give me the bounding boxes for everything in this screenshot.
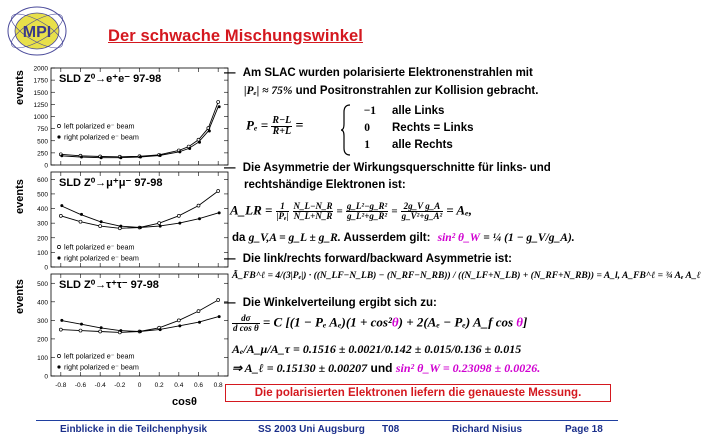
cases-brace [340,104,352,156]
marker-left-polarized [217,190,220,193]
x-tick-label: 0.6 [193,382,204,389]
bullet4-line1: Die Winkelverteilung ergibt sich zu: [242,297,437,309]
da-text: da [232,232,246,244]
y-tick-label: 200 [37,235,48,243]
marker-right-polarized [159,154,162,157]
marker-right-polarized [60,154,63,157]
pe-fraction-num: R−L [272,115,292,126]
marker-right-polarized [198,217,201,220]
result-line2-und: und [370,361,393,375]
marker-right-polarized [198,141,201,144]
marker-left-polarized [79,220,82,223]
legend-left-label: left polarized e⁻ beam [64,351,135,361]
x-tick-label: -0.4 [94,382,106,389]
marker-left-polarized [197,310,200,313]
x-tick-label: 0.4 [174,382,184,389]
alr-f3-den: g_L²+g_R² [347,211,388,221]
dsig-theta-1: θ [391,314,399,330]
panel-ee [34,66,228,170]
marker-right-polarized [218,105,221,108]
marker-right-polarized [80,155,83,158]
y-tick-label: 400 [37,206,48,214]
alr-f1-den: |Pₑ| [276,211,289,221]
dash-bullet-1: — [224,67,236,79]
footer-center: SS 2003 Uni Augsburg [258,424,365,435]
marker-right-polarized [119,225,122,228]
y-tick-label: 400 [37,299,48,307]
marker-right-polarized [218,315,221,318]
marker-right-polarized [208,130,211,133]
marker-left-polarized [158,222,161,225]
footer-rule [36,420,618,421]
x-axis-label: cosθ [172,396,197,408]
y-tick-label: 0 [44,373,48,381]
y-tick-label: 100 [37,249,48,257]
marker-right-polarized [80,323,83,326]
marker-right-polarized [80,213,83,216]
bullet2-line1: Die Asymmetrie der Wirkungsquerschnitte für links- und [242,162,551,174]
y-tick-label: 0 [44,264,48,272]
dsig-den: d cos θ [233,323,259,333]
y-tick-label: 1750 [33,77,48,85]
marker-right-polarized [159,328,162,331]
alr-f2-num: N_L−N_R [293,201,333,211]
pe-fraction [271,116,292,137]
marker-left-polarized [217,100,220,103]
fit-curve [61,300,218,332]
pe-magnitude: |Pₑ| ≈ 75% [244,85,293,97]
y-tick-label: 2000 [33,65,48,73]
marker-left-polarized [177,214,180,217]
y-tick-label: 0 [44,162,48,170]
x-tick-label: -0.8 [55,382,67,389]
dsig-rhs-a: = C [(1 − Pₑ Aₑ)(1 + cos² [262,314,392,330]
marker-right-polarized [139,330,142,333]
bullet3-line1: Die link/rechts forward/backward Asymmetrie ist: [242,253,512,265]
pe-fraction-den: R+L [272,126,292,137]
panel-label: SLD Z⁰→τ⁺τ⁻ 97-98 [59,279,159,291]
y-tick-label: 1250 [33,101,48,109]
dsig-num: dσ [232,314,260,324]
x-tick-label: 0 [137,382,142,389]
marker-right-polarized [178,222,181,225]
alr-lhs: A_LR = [230,202,273,218]
plots-figure [0,62,232,412]
sin-rhs: = ¼ (1 − g_V/g_A). [483,232,575,244]
alr-rhs: = Aₑ, [446,202,472,218]
mpi-logo [4,4,70,58]
alr-f3-num: g_L²−g_R² [346,201,388,211]
case3-text: alle Rechts [392,139,453,151]
bullet1-line2: und Positronstrahlen zur Kollision gebracht. [295,85,539,97]
legend-right-label: right polarized e⁻ beam [64,253,139,263]
marker-right-polarized [139,226,142,229]
fit-curve [61,317,218,332]
y-tick-label: 300 [37,220,48,228]
case2-text: Rechts = Links [392,122,474,134]
marker-right-polarized [178,150,181,153]
marker-left-polarized [217,298,220,301]
panel-label: SLD Z⁰→μ⁺μ⁻ 97-98 [59,177,163,189]
footer-code: T08 [382,424,400,435]
alr-f1-num: 1 [276,202,290,212]
marker-right-polarized [60,204,63,207]
marker-right-polarized [100,326,103,329]
marker-left-polarized [99,225,102,228]
bullet1-line1: Am SLAC wurden polarisierte Elektronenstrahlen mit [242,67,533,79]
x-tick-label: 0.2 [154,382,164,389]
result-line1: Aₑ/A_μ/A_τ = 0.1516 ± 0.0021/0.142 ± 0.015/0.136 ± 0.015 [232,342,522,356]
bullet2-line2: rechtshändige Elektronen ist: [244,179,406,191]
y-tick-label: 1000 [33,114,48,121]
x-tick-label: -0.2 [114,382,126,389]
marker-right-polarized [198,321,201,324]
legend-right-marker [57,256,60,259]
legend-left-marker [57,354,60,357]
y-tick-label: 100 [37,354,48,362]
legend-left-marker [57,245,60,248]
footer-left: Einblicke in die Teilchenphysik [60,424,208,435]
legend-right-label: right polarized e⁻ beam [64,362,139,372]
marker-right-polarized [119,329,122,332]
dash-bullet-2: — [224,162,236,174]
dsig-theta-2: θ [516,314,523,330]
result-line2-a: ⇒ A_ℓ = 0.15130 ± 0.00207 [232,361,368,375]
dash-bullet-3: — [224,253,236,265]
content-text: — Am SLAC wurden polarisierte Elektronenstrahlen mit |Pₑ| ≈ 75% und Positronstrahlen zur Kollision gebracht. Pₑ = $\frac{R-L}{R+L}$ = −1 alle Links 0 Rechts = Links 1 alle Rechts — Die Asymmetrie der Wirkungsquerschnitte für links- und rechtshändige Elektronen ist: A_LR = $\frac{1}{\text{|Pₑ|}}$ $\frac{N\_L-N\_R}{N\_L+N\_R}$ = $\frac{\text{g\_L²−g\_R²}}{\text{g\_L²+g\_R²}}$ = $\frac{\text{2g\_V g\_A}}{\text{g\_V²+g\_A²}}$ = Aₑ, da g_V,A = g_L ± g_R. Ausserdem gilt: sin² θ_W = ¼ (1 − g_V/g_A). — Die link/rechts forward/backward Asymmetrie ist: Ã_FB^ℓ = 4/(3|Pₑ|) · ((N_LF−N_LB) − (N_RF−N_RB)) / ((N_LF+N_LB) + (N_RF+N_RB)) = A_l, A_FB^ℓ = ¾ Aₑ A_ℓ — Die Winkelverteilung ergibt sich zu: $\frac{d\sigma}{\text{d cos θ}}$ = C [(1 − Pₑ Aₑ)(1 + cos²θ) + 2(Aₑ − Pₑ) A_f cos θ] Aₑ/A_μ/A_τ = 0.1516 ± 0.0021/0.142 ± 0.015/0.136 ± 0.015 ⇒ A_ℓ = 0.15130 ± 0.00207 und sin² θ_W = 0.23098 ± 0.0026. [224,67,701,375]
marker-left-polarized [99,330,102,333]
footer-page: Page 18 [565,424,603,435]
y-tick-label: 200 [37,336,48,344]
y-tick-label: 250 [37,150,48,158]
dsig-rhs-b: ) + 2(Aₑ − Pₑ) A_f cos [398,314,514,330]
conclusion-box: Die polarisierten Elektronen liefern die genaueste Messung. [225,384,611,402]
legend-left-marker [57,124,60,127]
marker-right-polarized [188,147,191,150]
logo-text: MPI [22,24,52,41]
marker-left-polarized [59,214,62,217]
marker-right-polarized [218,211,221,214]
footer [60,424,620,440]
da-math: g_V,A = g_L ± g_R. [248,232,341,244]
fit-curve [61,191,218,228]
marker-left-polarized [197,204,200,207]
case3-value: 1 [364,139,370,151]
marker-right-polarized [178,324,181,327]
alr-f4-num: 2g_V g_A [401,202,444,212]
legend-right-marker [57,135,60,138]
panel3-ylabel: events [14,279,26,314]
x-tick-label: 0.8 [213,382,223,389]
y-tick-label: 500 [37,191,48,199]
result-line2-b: sin² θ_W = 0.23098 ± 0.0026. [395,361,541,375]
marker-right-polarized [60,319,63,322]
marker-right-polarized [100,156,103,159]
pe-lhs: Pₑ = [246,117,269,133]
marker-left-polarized [59,328,62,331]
y-tick-label: 1500 [33,89,48,97]
panel1-ylabel: events [14,70,26,105]
fit-curve [61,206,218,228]
y-tick-label: 500 [37,138,48,146]
x-tick-label: -0.6 [74,382,87,389]
legend-right-label: right polarized e⁻ beam [64,132,139,142]
footer-author: Richard Nisius [452,424,523,435]
sin-theta-w: sin² θ_W [437,232,480,244]
da-text2: Ausserdem gilt: [343,232,431,244]
dsig-rhs-c: ] [522,314,528,330]
marker-right-polarized [159,225,162,228]
case2-value: 0 [364,122,370,134]
marker-right-polarized [139,155,142,158]
legend-right-marker [57,365,60,368]
case1-text: alle Links [392,105,445,117]
marker-right-polarized [100,220,103,223]
page-title: Der schwache Mischungswinkel [108,27,363,45]
panel2-ylabel: events [14,179,26,214]
marker-left-polarized [79,329,82,332]
alr-f4-den: g_V²+g_A² [401,211,443,221]
afb-formula: Ã_FB^ℓ = 4/(3|Pₑ|) · ((N_LF−N_LB) − (N_RF−N_RB)) / ((N_LF+N_LB) + (N_RF+N_RB)) = A_l, A_FB^ℓ = ¾ Aₑ A_ℓ [232,271,701,281]
y-tick-label: 750 [37,126,48,134]
legend-left-label: left polarized e⁻ beam [64,242,135,252]
legend-left-label: left polarized e⁻ beam [64,121,135,131]
panel-mumu [37,172,228,272]
panel-label: SLD Z⁰→e⁺e⁻ 97-98 [59,73,162,85]
y-tick-label: 500 [37,280,48,288]
marker-right-polarized [119,156,122,159]
case1-value: −1 [363,105,376,117]
y-tick-label: 600 [37,176,48,184]
marker-left-polarized [177,319,180,322]
panel-tautau [37,274,228,389]
y-tick-label: 300 [37,317,48,325]
alr-f2-den: N_L+N_R [293,211,333,221]
dash-bullet-4: — [224,297,236,309]
